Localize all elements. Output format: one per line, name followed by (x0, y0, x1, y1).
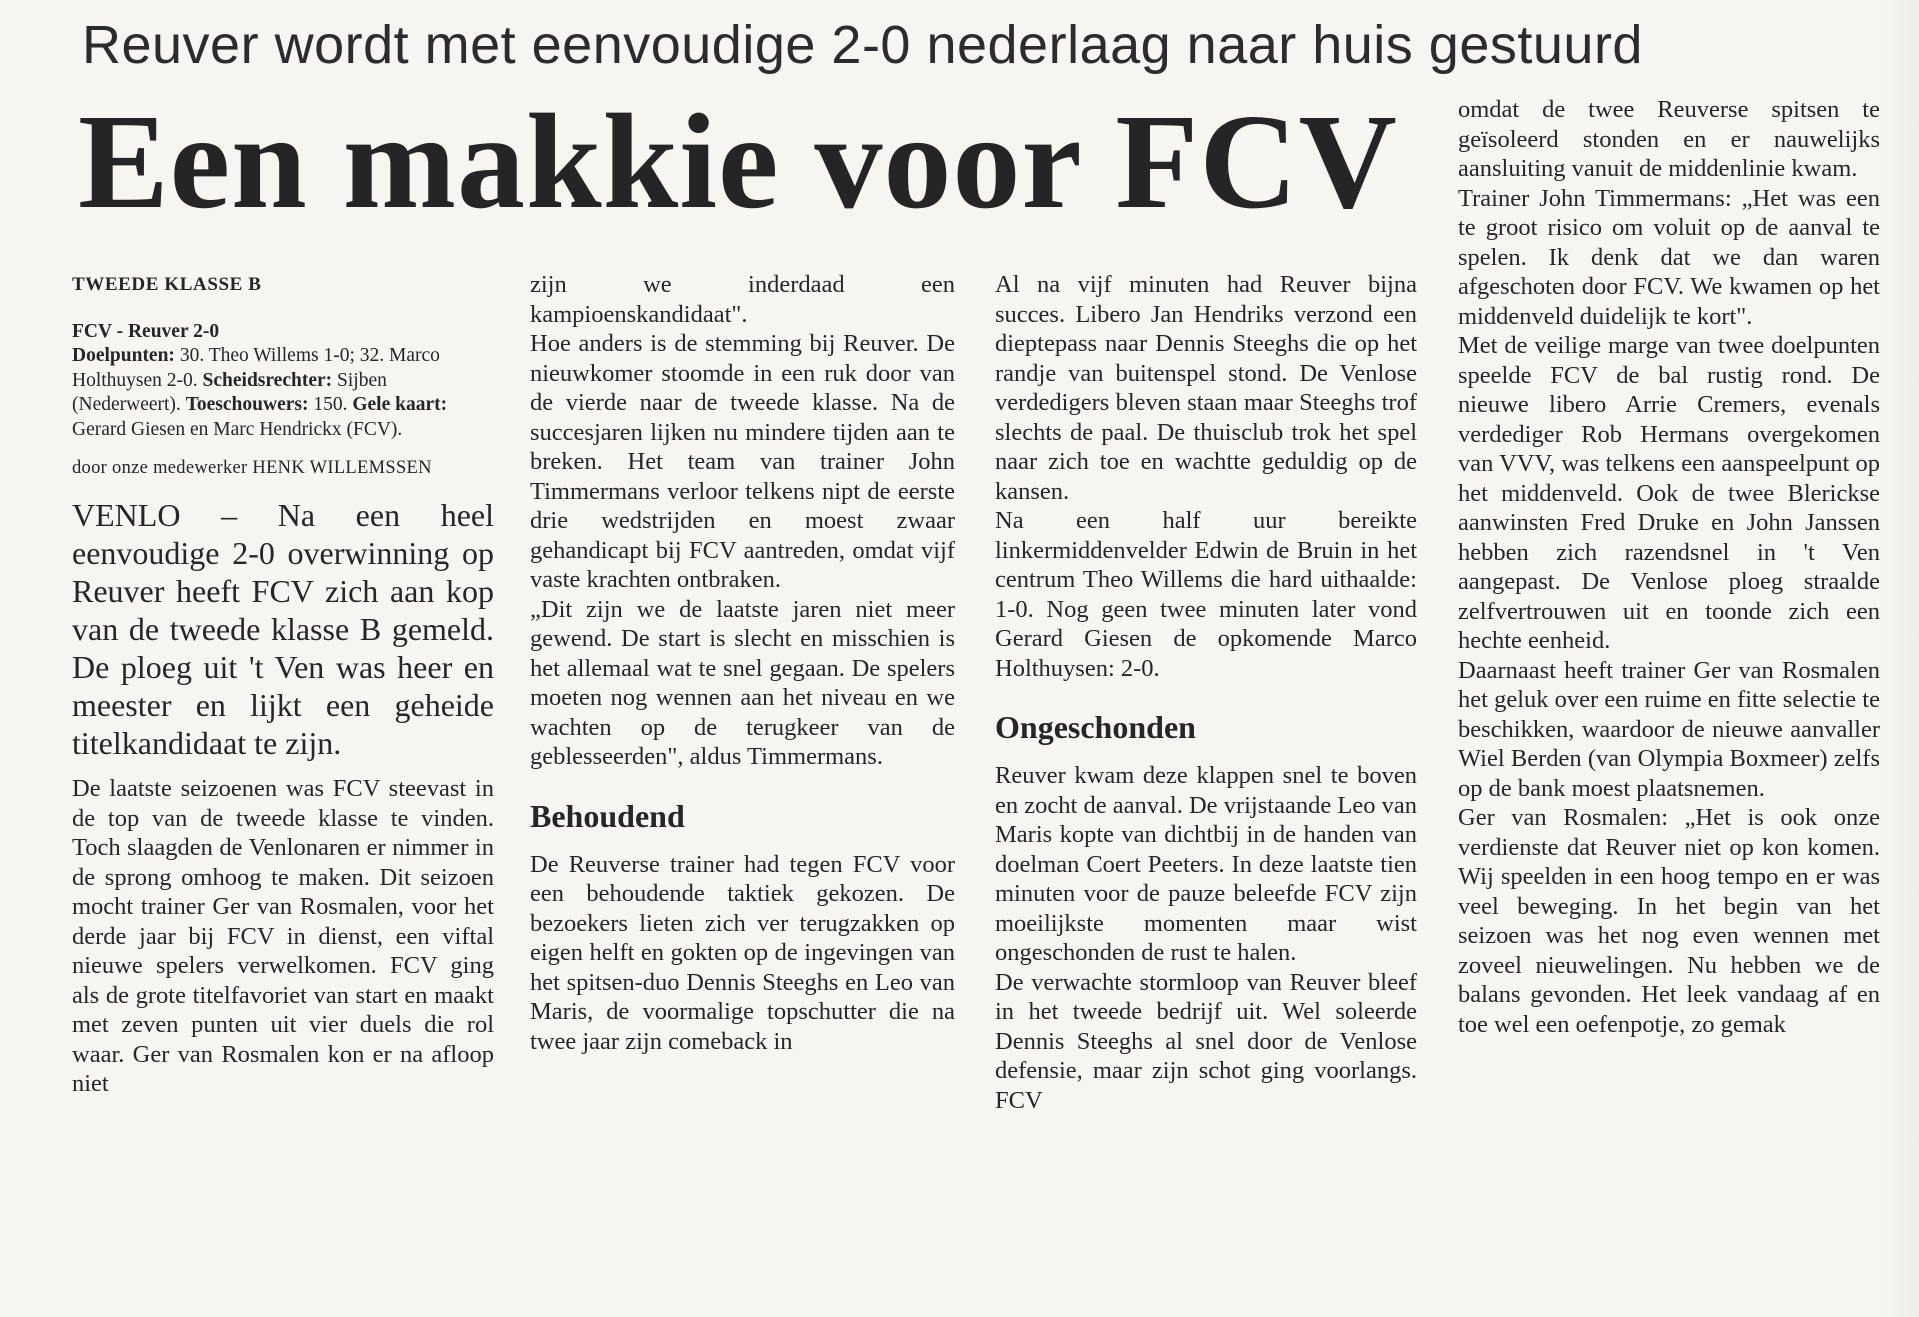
match-facts (72, 320, 494, 443)
column-1 (72, 270, 494, 1230)
body-paragraph: Trainer John Timmermans: „Het was een te groot risico om voluit op de aanval te spelen. Ik denk dat we dan waren afgeschoten door FCV. We kwamen op het middenveld duidelijk te kort". (1458, 184, 1880, 330)
yellow-card-label: Gele kaart: (352, 394, 448, 415)
column-3 (995, 270, 1417, 1230)
body-paragraph: De Reuverse trainer had tegen FCV voor een behoudende taktiek gekozen. De bezoekers lieten zich ver terugzakken op eigen helft en gokten op de ingevingen van het spitsen-duo Dennis Steeghs en Leo van Maris, de voormalige topschutter die na twee jaar zijn comeback in (530, 850, 955, 1055)
referee-text: Sijben (Nederweert). (72, 369, 387, 415)
article-headline: Een makkie voor FCV (78, 87, 1398, 237)
subheading-behoudend: Behoudend (530, 797, 685, 834)
subheading-ongeschonden: Ongeschonden (995, 709, 1196, 745)
goals-line (72, 344, 494, 442)
byline: door onze medewerker HENK WILLEMSSEN (72, 458, 432, 478)
body-paragraph: zijn we inderdaad een kampioenskandidaat". (530, 271, 955, 328)
body-paragraph: De verwachte stormloop van Reuver bleef in het tweede bedrijf uit. Wel soleerde Dennis Steeghs al snel door de Venlose defensie, maar zijn schot ging voorlangs. FCV (995, 968, 1417, 1114)
column-4 (1458, 95, 1880, 1230)
goals-label: Doelpunten: (72, 345, 175, 366)
body-paragraph: De laatste seizoenen was FCV steevast in de top van de tweede klasse te vinden. Toch slaagden de Venlonaren er nimmer in de sprong omhoog te maken. Dit seizoen mocht trainer Ger van Rosmalen, voor het derde jaar bij FCV in dienst, een viftal nieuwe spelers verwelkomen. FCV ging als de grote titelfavoriet van start en maakt met zeven punten uit vier duels die rol waar. Ger van Rosmalen kon er na afloop niet (72, 775, 494, 1097)
body-paragraph: Met de veilige marge van twee doelpunten speelde FCV de bal rustig rond. De nieuwe libero Arrie Cremers, evenals verdediger Rob Hermans overgekomen van VVV, was telkens een aanspeelpunt op het middenveld. Ook de twee Blerickse aanwinsten Fred Druke en John Janssen hebben zich razendsnel in 't Ven aangepast. De Venlose ploeg straalde zelfvertrouwen uit en toonde zich een hechte eenheid. (1458, 332, 1880, 654)
attendance-label: Toeschouwers: (185, 394, 309, 415)
lead-paragraph: VENLO – Na een heel eenvoudige 2-0 overwinning op Reuver heeft FCV zich aan kop van de tweede klasse B gemeld. De ploeg uit 't Ven was heer en meester en lijkt een geheide titelkandidaat te zijn. (72, 497, 494, 761)
match-result: FCV - Reuver 2-0 (72, 320, 220, 342)
body-paragraph: Al na vijf minuten had Reuver bijna succes. Libero Jan Hendriks verzond een dieptepass naar Dennis Steeghs die op het randje van buitenspel stond. De Venlose verdedigers bleven staan maar Steeghs trof slechts de paal. De thuisclub trok het spel naar zich toe en wachtte geduldig op de kansen. (995, 271, 1417, 505)
body-paragraph: Daarnaast heeft trainer Ger van Rosmalen het geluk over een ruime en fitte selectie te beschikken, waardoor de nieuwe aanvaller Wiel Berden (van Olympia Boxmeer) zelfs op de bank moest plaatsnemen. (1458, 656, 1880, 802)
attendance-text: 150. (313, 394, 348, 415)
body-paragraph: omdat de twee Reuverse spitsen te geïsoleerd stonden en er nauwelijks aansluiting vanuit de middenlinie kwam. (1458, 96, 1880, 182)
article-kicker: Reuver wordt met eenvoudige 2-0 nederlaag naar huis gestuurd (82, 15, 1643, 75)
yellow-card-text: Gerard Giesen en Marc Hendrickx (FCV). (72, 418, 403, 440)
referee-label: Scheidsrechter: (202, 369, 333, 391)
goals-text: 30. Theo Willems 1-0; 32. Marco Holthuysen 2-0. (72, 345, 440, 391)
body-paragraph: Ger van Rosmalen: „Het is ook onze verdienste dat Reuver niet op kon komen. Wij speelden in een hoog tempo en er was veel beweging. In het begin van het seizoen was het nog even wennen met zoveel nieuwelingen. Nu hebben we de balans gevonden. Het leek vandaag af en toe wel een oefenpotje, zo gemak (1458, 804, 1880, 1038)
column-2 (530, 270, 955, 1230)
league-label: TWEEDE KLASSE B (72, 274, 262, 295)
body-paragraph: Reuver kwam deze klappen snel te boven en zocht de aanval. De vrijstaande Leo van Maris kopte van dichtbij in de handen van doelman Coert Peeters. In deze laatste tien minuten voor de pauze beleefde FCV zijn moeilijkste momenten maar wist ongeschonden de rust te halen. (995, 762, 1417, 966)
clipping-edge (1881, 0, 1919, 1317)
body-paragraph: „Dit zijn we de laatste jaren niet meer gewend. De start is slecht en misschien is het allemaal wat te snel gegaan. De spelers moeten nog wennen aan het niveau en we wachten op de terugkeer van de geblesseerden", aldus Timmermans. (530, 595, 955, 770)
body-paragraph: Hoe anders is de stemming bij Reuver. De nieuwkomer stoomde in een ruk door van de vierde naar de tweede klasse. Na de succesjaren lijken nu mindere tijden aan te breken. Het team van trainer John Timmermans verloor telkens nipt de eerste drie wedstrijden en moest zwaar gehandicapt bij FCV aantreden, omdat vijf vaste krachten ontbraken. (530, 330, 955, 593)
body-paragraph: Na een half uur bereikte linkermiddenvelder Edwin de Bruin in het centrum Theo Willems die hard uithaalde: 1-0. Nog geen twee minuten later vond Gerard Giesen de opkomende Marco Holthuysen: 2-0. (995, 507, 1417, 682)
